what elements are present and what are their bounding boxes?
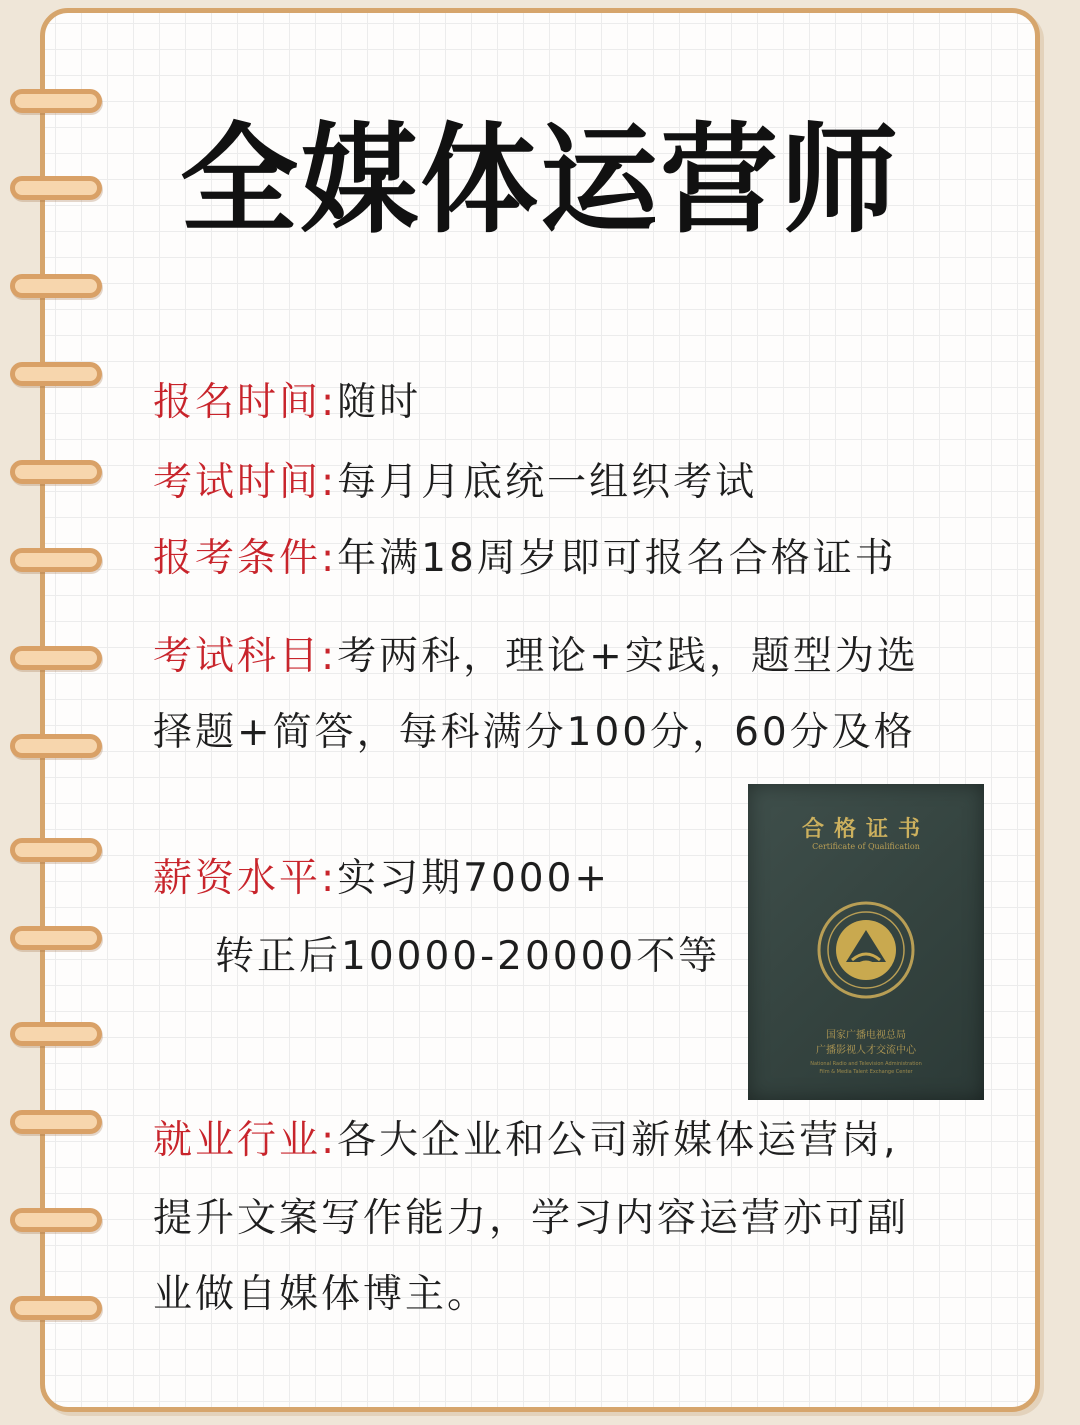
binder-ring [10, 1110, 102, 1134]
exam-time-value: 每月月底统一组织考试 [337, 460, 758, 505]
industry-label: 就业行业: [153, 1118, 338, 1163]
conditions-value: 年满18周岁即可报名合格证书 [337, 536, 897, 581]
conditions-row [153, 536, 897, 583]
salary-row [153, 856, 610, 903]
binder-ring [10, 646, 102, 670]
certificate-image [748, 784, 984, 1100]
binder-ring [10, 89, 102, 113]
enroll-time-value: 随时 [337, 380, 422, 425]
page-title: 全媒体运营师 [179, 110, 900, 249]
binder-ring [10, 838, 102, 862]
certificate-org-line1: 国家广播电视总局 [826, 1030, 906, 1041]
certificate-subtitle: Certificate of Qualification [812, 842, 920, 851]
conditions-label: 报考条件: [153, 536, 338, 581]
enroll-time-label: 报名时间: [153, 380, 338, 425]
binder-ring [10, 734, 102, 758]
certificate-org-en [748, 1060, 984, 1076]
binder-ring [10, 460, 102, 484]
exam-time-row [153, 460, 757, 507]
subjects-label: 考试科目: [153, 634, 338, 679]
binder-ring [10, 548, 102, 572]
industry-row [153, 1118, 899, 1165]
industry-value-line1: 各大企业和公司新媒体运营岗, [337, 1118, 899, 1163]
binder-ring [10, 1296, 102, 1320]
salary-label: 薪资水平: [153, 856, 338, 901]
binder-ring [10, 1208, 102, 1232]
binder-ring [10, 926, 102, 950]
certificate-title: 合格证书 [801, 816, 930, 842]
industry-value-line2: 提升文案写作能力，学习内容运营亦可副 [153, 1196, 910, 1241]
subjects-value-line2: 择题+简答，每科满分100分，60分及格 [153, 710, 916, 755]
salary-value-line1: 实习期7000+ [337, 856, 611, 901]
enroll-time-row [153, 380, 421, 427]
subjects-value-line1: 考两科，理论+实践，题型为选 [337, 634, 919, 679]
salary-value-line2: 转正后10000-20000不等 [215, 934, 721, 979]
industry-value-line3: 业做自媒体博主。 [153, 1272, 490, 1317]
certificate-org-line2: 广播影视人才交流中心 [816, 1045, 916, 1056]
certificate-org-en-line1: National Radio and Television Administration [810, 1061, 922, 1067]
exam-time-label: 考试时间: [153, 460, 338, 505]
binder-ring [10, 274, 102, 298]
binder-ring [10, 362, 102, 386]
emblem-icon [816, 900, 916, 1000]
certificate-org-en-line2: Film & Media Talent Exchange Center [819, 1069, 913, 1075]
certificate-org [748, 1028, 984, 1058]
binder-ring [10, 1022, 102, 1046]
subjects-row [153, 634, 919, 681]
